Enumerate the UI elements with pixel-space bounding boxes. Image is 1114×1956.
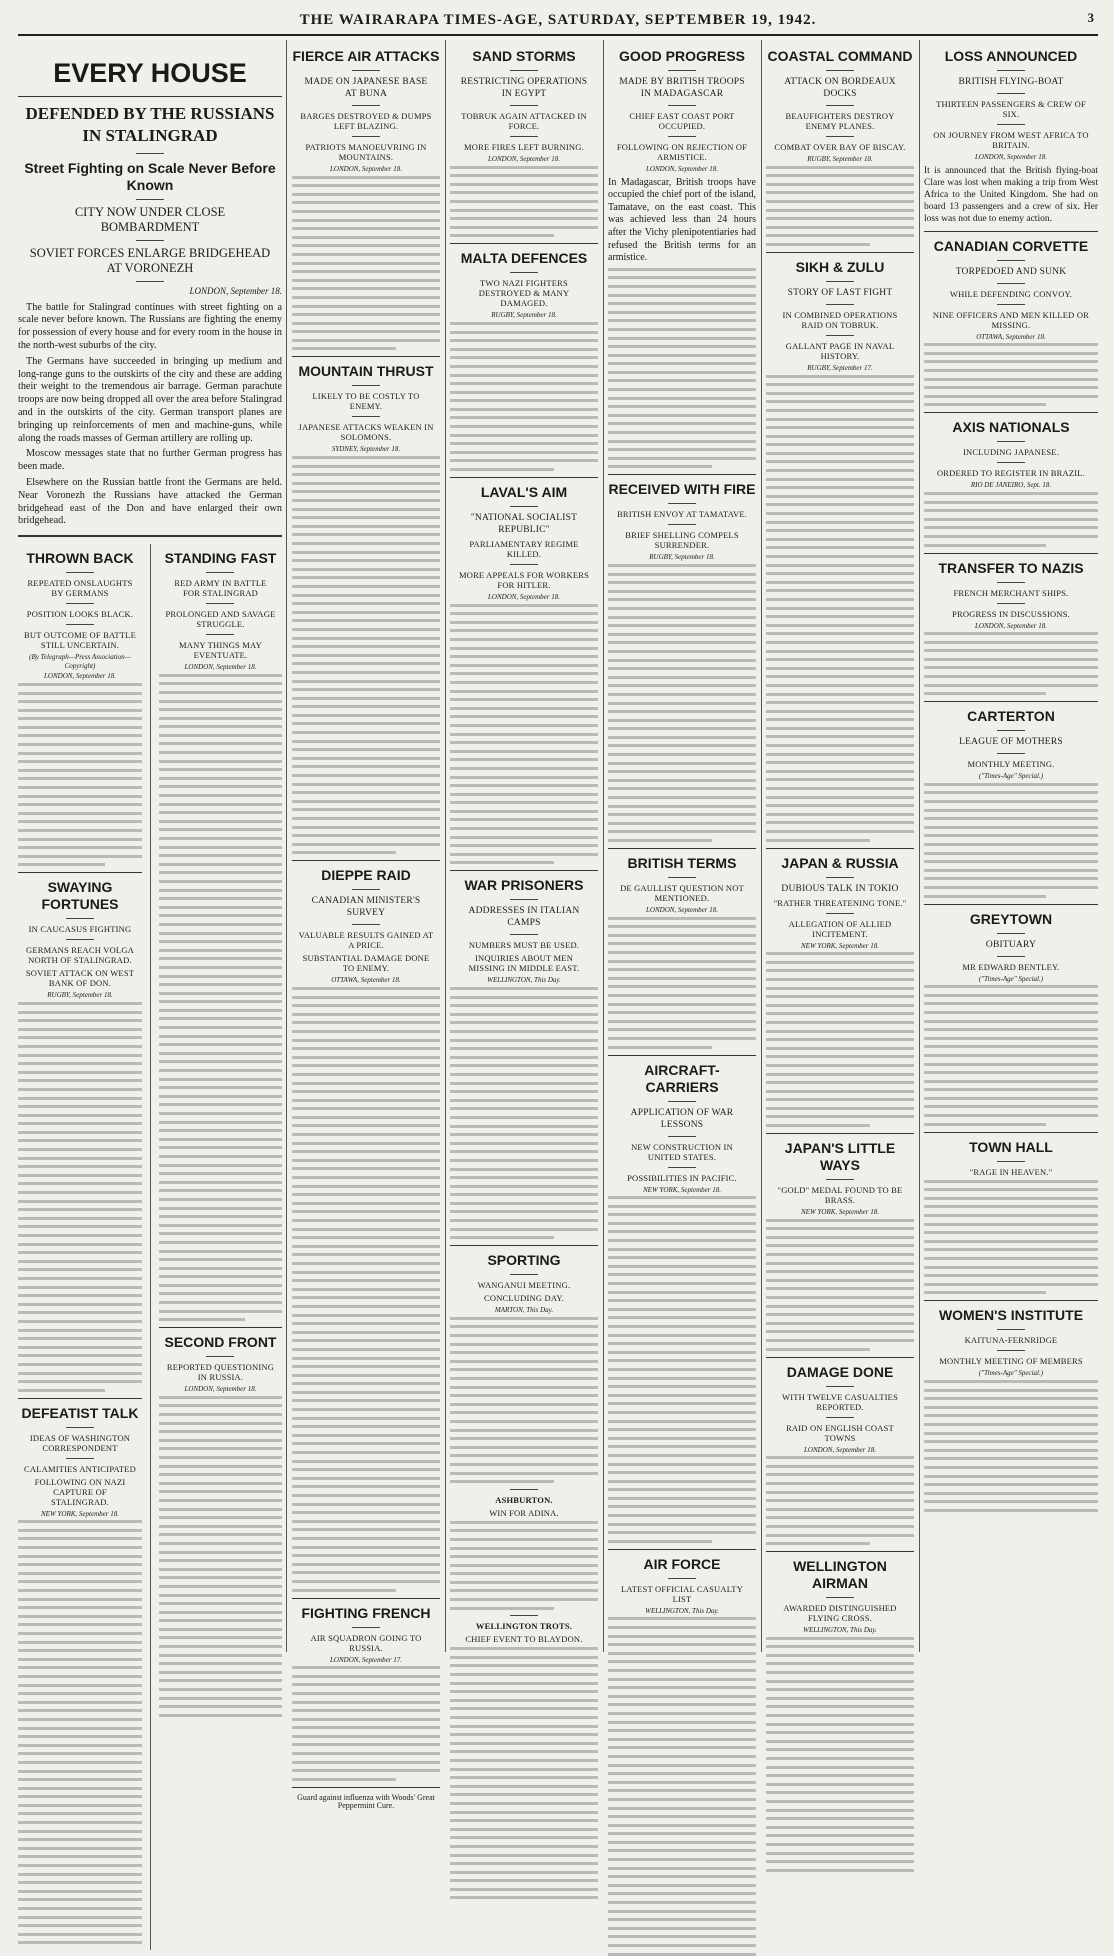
dateline: LONDON, September 18. [189,286,282,296]
article-deck: BRIEF SHELLING COMPELS SURRENDER. [625,530,739,551]
article-body [924,1180,1098,1295]
article-headline: JAPAN'S LITTLE WAYS [784,1140,896,1174]
article-headline: STANDING FAST [164,550,277,567]
article-deck: MONTHLY MEETING. [967,759,1055,770]
article-headline: DAMAGE DONE [786,1363,894,1380]
article-deck: ORDERED TO REGISTER IN BRAZIL. [936,468,1086,479]
article-body [450,604,598,865]
article-headline: WAR PRISONERS [464,877,584,894]
article-deck: WIN FOR ADINA. [489,1507,559,1518]
article-deck: STORY OF LAST FIGHT [787,287,893,298]
article-headline: WELLINGTON TROTS. [475,1621,573,1632]
article-deck: FOLLOWING ON NAZI CAPTURE OF STALINGRAD. [34,1476,126,1507]
dateline: OTTAWA, September 18. [331,976,401,985]
article-body [766,1456,914,1545]
dateline: NEW YORK, September 18. [801,1208,879,1217]
article-headline: SPORTING [487,1252,561,1269]
article-body [450,1317,598,1483]
lead-paragraph: In Madagascar, British troops have occupied the chief port of the island, Tamatave, on the east coast. This was achieved less than 24 hours after the Vichy plenipotentiaries had refused the British terms for an armistice. [608,176,756,264]
article-deck: SUBSTANTIAL DAMAGE DONE TO ENEMY. [302,953,430,974]
article-body [766,375,914,842]
article-deck: CALAMITIES ANTICIPATED [24,1463,136,1474]
article-body [450,166,598,238]
dateline: LONDON, September 18. [488,155,560,163]
article-headline: GREYTOWN [969,910,1053,927]
article-body [450,987,598,1239]
column-rule [761,40,762,1652]
article-headline: AIR FORCE [643,1555,721,1572]
column-6 [924,40,1098,1652]
article-body [608,1196,756,1543]
article-deck: MADE BY BRITISH TROOPS IN MADAGASCAR [619,77,745,99]
article-deck: NINE OFFICERS AND MEN KILLED OR MISSING. [932,309,1090,330]
article-deck: IN COMBINED OPERATIONS RAID ON TOBRUK. [782,309,898,330]
article-body [766,952,914,1127]
column-5 [766,40,914,1652]
article-body [766,1219,914,1351]
article-deck: PROGRESS IN DISCUSSIONS. [952,608,1070,619]
article-deck: WITH TWELVE CASUALTIES REPORTED. [782,1391,898,1412]
article-body [450,1647,598,1899]
article-deck: ALLEGATION OF ALLIED INCITEMENT. [788,918,892,939]
article-deck: LEAGUE OF MOTHERS [959,737,1063,748]
dateline: LONDON, September 18. [330,165,402,173]
article-body [924,492,1098,547]
article-deck: MADE ON JAPANESE BASE AT BUNA [304,77,428,99]
credit-line: (By Telegraph—Press Association—Copyright) [29,653,131,670]
article-deck: "GOLD" MEDAL FOUND TO BE BRASS. [777,1185,903,1206]
article-deck: ON JOURNEY FROM WEST AFRICA TO BRITAIN. [933,130,1089,150]
column-1 [18,40,282,1652]
article-body [18,683,142,866]
article-deck: PATRIOTS MANOEUVRING IN MOUNTAINS. [305,142,427,162]
dateline: NEW YORK, September 18. [643,1185,721,1194]
article-deck: CONCLUDING DAY. [484,1293,564,1304]
two-column-block [18,544,282,1950]
article-headline: SWAYING FORTUNES [41,879,119,913]
article-body [450,1521,598,1610]
article-deck: OBITUARY [985,939,1037,950]
article-deck: NUMBERS MUST BE USED. [468,940,580,951]
article-deck: MANY THINGS MAY EVENTUATE. [178,640,262,661]
main-deck-2: CITY NOW UNDER CLOSE BOMBARDMENT [74,205,226,234]
article-headline: DIEPPE RAID [321,867,411,884]
article-body [766,1637,914,1872]
article-deck: CANADIAN MINISTER'S SURVEY [311,896,421,919]
article-body [924,632,1098,695]
article-body [292,987,440,1592]
article-deck: DE GAULLIST QUESTION NOT MENTIONED. [620,883,744,903]
article-deck: BRITISH FLYING-BOAT [958,77,1064,87]
masthead [18,6,1098,36]
dateline: RIO DE JANEIRO, Sept. 18. [970,481,1052,490]
article-deck: RED ARMY IN BATTLE FOR STALINGRAD [174,578,267,599]
article-deck: CHIEF EVENT TO BLAYDON. [465,1634,583,1645]
article-headline: FIERCE AIR ATTACKS [292,48,440,64]
main-deck-3: SOVIET FORCES ENLARGE BRIDGEHEAD AT VORONEZH [29,246,271,275]
article-body [924,985,1098,1126]
article-body [292,176,440,351]
advertisement: Guard against influenza with Woods' Great Peppermint Cure. [297,1792,435,1811]
article-headline: AIRCRAFT-CARRIERS [644,1061,720,1095]
article-deck: BEAUFIGHTERS DESTROY ENEMY PLANES. [785,111,895,131]
article-deck: INCLUDING JAPANESE. [962,447,1060,458]
article-headline: BRITISH TERMS [627,855,737,871]
article-deck: POSSIBILITIES IN PACIFIC. [627,1172,737,1183]
dateline: LONDON, September 18. [975,153,1047,161]
dateline: ("Times-Age" Special.) [978,772,1044,781]
dateline: LONDON, September 18. [804,1445,876,1454]
page-number: 3 [1087,10,1094,25]
article-deck: WHILE DEFENDING CONVOY. [949,288,1073,299]
article-headline: LOSS ANNOUNCED [944,48,1078,64]
article-deck: NEW CONSTRUCTION IN UNITED STATES. [631,1141,733,1162]
article-deck: FOLLOWING ON REJECTION OF ARMISTICE. [616,142,748,162]
article-body [924,1380,1098,1512]
article-deck: BRITISH ENVOY AT TAMATAVE. [616,509,748,520]
masthead-title: THE WAIRARAPA TIMES-AGE, SATURDAY, SEPTEMBER 19, 1942. [299,11,817,28]
article-deck: COMBAT OVER BAY OF BISCAY. [774,142,906,152]
article-deck: KAITUNA-FERNRIDGE [964,1335,1058,1346]
article-body [292,456,440,854]
article-deck: MORE FIRES LEFT BURNING. [464,142,584,152]
article-deck: PROLONGED AND SAVAGE STRUGGLE. [165,609,276,630]
article-deck: TOBRUK AGAIN ATTACKED IN FORCE. [461,111,587,131]
dateline: LONDON, September 18. [184,663,257,672]
article-deck: LATEST OFFICIAL CASUALTY LIST [620,1583,744,1604]
article-headline: COASTAL COMMAND [767,48,913,64]
dateline: LONDON, September 18. [488,593,560,602]
article-deck: "RATHER THREATENING TONE." [773,897,907,908]
article-deck: SOVIET ATTACK ON WEST BANK OF DON. [25,968,135,989]
article-deck: POSITION LOOKS BLACK. [26,609,134,620]
article-deck: AIR SQUADRON GOING TO RUSSIA. [310,1632,422,1653]
article-deck: ATTACK ON BORDEAUX DOCKS [784,77,896,99]
dateline: MARTON, This Day. [494,1306,554,1315]
article-headline: SAND STORMS [472,48,576,64]
dateline: RUGBY, September 18. [47,991,113,1000]
article-headline: DEFEATIST TALK [21,1404,139,1421]
article-body [159,1396,282,1717]
dateline: NEW YORK, September 18. [41,1509,119,1518]
article-deck: TWO NAZI FIGHTERS DESTROYED & MANY DAMAGED. [478,278,570,309]
dateline: LONDON, September 18. [975,621,1047,630]
article-deck: REPEATED ONSLAUGHTS BY GERMANS [27,578,133,599]
article-headline: SECOND FRONT [164,1334,277,1351]
article-deck: LIKELY TO BE COSTLY TO ENEMY. [312,391,420,412]
dateline: LONDON, September 18. [646,906,718,914]
article-standing-fast [159,544,282,1950]
article-deck: ADDRESSES IN ITALIAN CAMPS [468,906,580,929]
article-headline: CARTERTON [967,708,1055,725]
dateline: RUGBY, September 18. [649,553,715,562]
dateline: LONDON, September 18. [646,165,718,173]
article-headline: WOMEN'S INSTITUTE [938,1307,1084,1324]
article-deck: FRENCH MERCHANT SHIPS. [953,587,1069,598]
article-deck: DUBIOUS TALK IN TOKIO [781,883,899,894]
dateline: ("Times-Age" Special.) [978,1369,1044,1378]
article-deck: RESTRICTING OPERATIONS IN EGYPT [460,77,588,99]
column-rule [445,40,446,1652]
dateline: WELLINGTON, This Day. [487,976,561,985]
dateline: WELLINGTON, This Day. [803,1626,877,1635]
article-deck: RAID ON ENGLISH COAST TOWNS [786,1422,894,1443]
dateline: WELLINGTON, This Day. [645,1606,719,1615]
article-deck: GALLANT PAGE IN NAVAL HISTORY. [785,340,895,361]
column-rule [919,40,920,1652]
lead-paragraph: It is announced that the British flying-boat Clare was lost when making a trip from West Africa to the United Kingdom. She had on board 13 passengers and a crew of six. Her loss was not due to enemy action. [924,165,1098,224]
article-body [924,343,1098,406]
article-body [292,1666,440,1781]
article-deck: THIRTEEN PASSENGERS & CREW OF SIX. [936,99,1086,119]
dateline: SYDNEY, September 18. [331,445,401,454]
article-headline: TRANSFER TO NAZIS [938,559,1084,576]
article-body [450,322,598,471]
article-headline: THROWN BACK [26,550,134,567]
article-headline: MOUNTAIN THRUST [298,363,434,380]
column-rule [286,40,287,1652]
article-deck: AWARDED DISTINGUISHED FLYING CROSS. [783,1603,897,1624]
article-deck: IN CAUCASUS FIGHTING [28,924,132,935]
article-deck: JAPANESE ATTACKS WEAKEN IN SOLOMONS. [298,422,434,443]
article-body [766,166,914,246]
article-body [18,1002,142,1392]
article-headline: CANADIAN CORVETTE [933,237,1089,254]
column-rule [603,40,604,1652]
dateline: LONDON, September 17. [330,1655,402,1664]
article-deck: MORE APPEALS FOR WORKERS FOR HITLER. [458,570,590,591]
dateline: RUGBY, September 18. [807,155,873,163]
lead-paragraph: The battle for Stalingrad continues with street fighting on a scale never before known. The Russians are fighting the enemy for possession of every house and for every room in the house in the north-west suburbs of the city. The Germans have succeeded in bringing up medium and long-range guns to the outskirts of the city and these are adding their weight to the tremendous air barrage. German parachute troops are now being dropped all over the area before Stalingrad and in the outskirts of the city. German transport planes are bringing up reinforcements of men and machine-guns, while along the roads masses of German artillery are rolling up. Moscow messages state that no further German progress has been made. Elsewhere on the Russian battle front the Germans are held. Near Voronezh the Russians have attacked the German bridgehead east of the Don and have enlarged their own bridgehead. [18,301,282,527]
article-headline: LAVAL'S AIM [480,484,568,501]
article-deck: IDEAS OF WASHINGTON CORRESPONDENT [29,1432,131,1453]
article-deck: WANGANUI MEETING. [477,1280,571,1291]
article-deck: MR EDWARD BENTLEY. [962,961,1060,972]
article-headline: FIGHTING FRENCH [301,1604,431,1621]
article-deck: GERMANS REACH VOLGA NORTH OF STALINGRAD. [25,945,134,966]
article-body [608,917,756,1049]
dateline: LONDON, September 18. [184,1385,257,1394]
article-deck: TORPEDOED AND SUNK [955,266,1067,277]
dateline: ("Times-Age" Special.) [978,974,1044,983]
column-4 [608,40,756,1652]
article-deck: BARGES DESTROYED & DUMPS LEFT BLAZING. [300,111,432,131]
article-headline: ASHBURTON. [495,1494,553,1505]
dateline: LONDON, September 18. [44,672,116,681]
main-headline: EVERY HOUSE [53,58,247,88]
article-headline: WELLINGTON AIRMAN [793,1558,887,1592]
article-body [924,783,1098,898]
article-deck: "NATIONAL SOCIALIST REPUBLIC" [470,513,578,536]
article-deck: BUT OUTCOME OF BATTLE STILL UNCERTAIN. [24,630,136,651]
article-headline: RECEIVED WITH FIRE [608,481,756,498]
article-body [159,674,282,1322]
article-deck: "RAGE IN HEAVEN." [969,1166,1053,1177]
article-deck: INQUIRIES ABOUT MEN MISSING IN MIDDLE EAST. [468,953,580,974]
article-deck: REPORTED QUESTIONING IN RUSSIA. [166,1362,275,1383]
article-headline: SIKH & ZULU [795,258,885,275]
article-thrown-back [18,544,142,1950]
article-headline: TOWN HALL [969,1138,1053,1155]
article-body [608,268,756,469]
article-headline: MALTA DEFENCES [460,250,588,267]
article-deck: APPLICATION OF WAR LESSONS [630,1107,734,1130]
column-3 [450,40,598,1652]
article-deck: CHIEF EAST COAST PORT OCCUPIED. [629,111,735,131]
dateline: OTTAWA, September 18. [976,332,1046,341]
article-headline: JAPAN & RUSSIA [781,854,899,871]
article-body [608,564,756,842]
article-deck: PARLIAMENTARY REGIME KILLED. [469,539,579,560]
dateline: RUGBY, September 18. [491,311,557,320]
column-2 [292,40,440,1811]
dateline: NEW YORK, September 18. [801,941,879,950]
article-headline: GOOD PROGRESS [618,48,746,64]
article-body [608,1617,756,1955]
article-headline: AXIS NATIONALS [952,419,1070,436]
article-body [18,1520,142,1944]
article-deck: MONTHLY MEETING OF MEMBERS [939,1356,1083,1367]
dateline: RUGBY, September 17. [807,363,873,372]
article-deck: VALUABLE RESULTS GAINED AT A PRICE. [298,930,434,951]
main-deck: Street Fighting on Scale Never Before Known [24,160,276,193]
main-subheadline: DEFENDED BY THE RUSSIANS IN STALINGRAD [25,104,275,145]
